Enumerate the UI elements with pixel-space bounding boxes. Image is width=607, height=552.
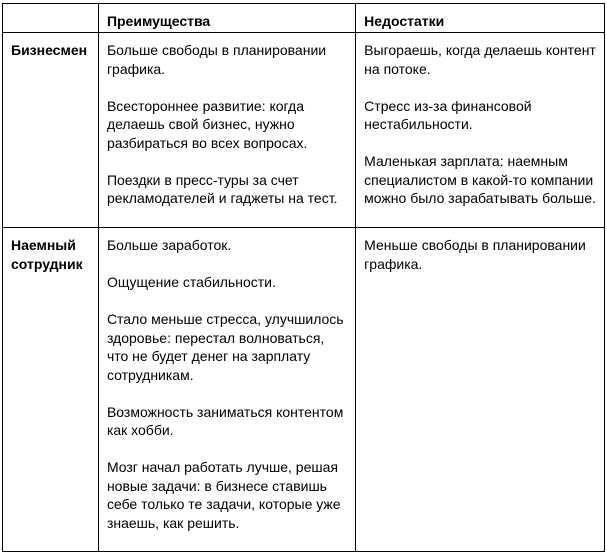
- cons-item: Меньше свободы в планировании графика.: [364, 237, 586, 272]
- row-label-employee: Наемный сотрудник: [3, 228, 99, 552]
- pros-item: Поездки в пресс-туры за счет рекламодателей и гаджеты на тест.: [106, 171, 338, 206]
- cons-cell-employee: [356, 228, 605, 552]
- pros-item: Ощущение стабильности.: [106, 274, 276, 290]
- pros-item: Больше свободы в планировании графика.: [106, 42, 327, 77]
- cons-item: Выгораешь, когда делаешь контент на потоке.: [364, 42, 596, 77]
- header-cons: Недостатки: [356, 4, 605, 33]
- pros-item: Мозг начал работать лучше, решая новые задачи: в бизнесе ставишь себе только те задачи, которые уже знаешь, как решить.: [106, 459, 341, 531]
- cons-cell-businessman: [356, 33, 605, 228]
- cons-item: Маленькая зарплата: наемным специалистом в какой-то компании можно было зарабатывать больше.: [364, 153, 596, 206]
- pros-item: Возможность заниматься контентом как хобби.: [106, 403, 344, 438]
- header-row: [3, 4, 605, 33]
- pros-item: Больше заработок.: [106, 237, 232, 253]
- header-pros: Преимущества: [98, 4, 355, 33]
- table-row-employee: [3, 228, 605, 552]
- row-label-businessman: Бизнесмен: [3, 33, 99, 228]
- pros-item: Стало меньше стресса, улучшилось здоровье: перестал волноваться, что не будет денег на зарплату сотрудникам.: [106, 311, 344, 383]
- pros-cell-businessman: [98, 33, 355, 228]
- header-empty-cell: [3, 4, 99, 33]
- table-row-businessman: [3, 33, 605, 228]
- pros-cell-employee: [98, 228, 355, 552]
- comparison-table: [2, 3, 605, 552]
- pros-item: Всестороннее развитие: когда делаешь свой бизнес, нужно разбираться во всех вопросах.: [106, 97, 308, 151]
- cons-item: Стресс из-за финансовой нестабильности.: [364, 97, 532, 132]
